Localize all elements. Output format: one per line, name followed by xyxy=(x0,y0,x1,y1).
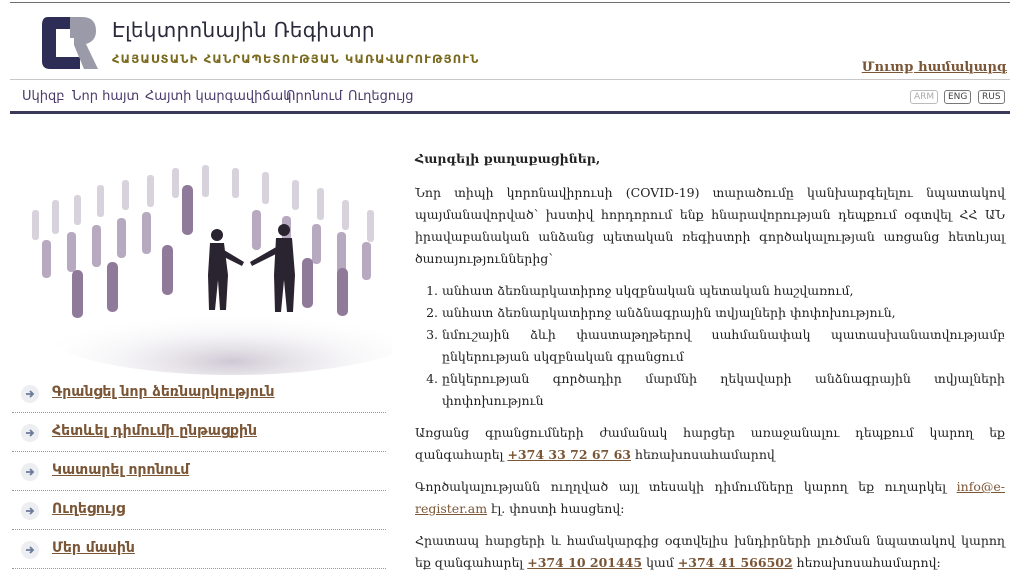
nav-new-application[interactable]: Նոր հայտ xyxy=(72,89,140,104)
sidebar-item-about[interactable] xyxy=(12,530,386,569)
header xyxy=(0,0,1021,82)
nav-application-status[interactable]: Հայտի կարգավիճակ xyxy=(145,89,292,104)
sidebar-menu xyxy=(12,374,386,569)
site-subtitle: ՀԱՅԱՍՏԱՆԻ ՀԱՆՐԱՊԵՏՈՒԹՅԱՆ ԿԱՌԱՎԱՐՈՒԹՅՈՒՆ xyxy=(112,52,480,66)
phone-paragraph xyxy=(415,422,1005,466)
announcement xyxy=(415,148,1005,575)
email-link[interactable]: info@e-register.am xyxy=(415,479,1005,516)
list-item: 1. անհատ ձեռնարկատիրոջ սկզբնական պետական հաշվառում, xyxy=(442,280,1005,302)
nav-guide[interactable]: Ուղեցույց xyxy=(348,89,414,104)
business-people-illustration xyxy=(12,140,392,375)
nav-divider xyxy=(10,111,1010,114)
arrow-right-icon xyxy=(20,540,40,560)
lang-rus[interactable]: RUS xyxy=(978,90,1005,104)
lang-eng[interactable]: ENG xyxy=(944,90,971,104)
email-text-after: էլ. փոստի հասցեով: xyxy=(491,501,625,516)
arrow-right-icon xyxy=(20,462,40,482)
main-nav xyxy=(0,84,1021,110)
tech-phone-link-1[interactable]: +374 10 201445 xyxy=(527,555,643,570)
services-list xyxy=(442,280,1005,412)
arrow-right-icon xyxy=(20,423,40,443)
list-item: 2. անհատ ձեռնարկատիրոջ անձնագրային տվյալների փոփոխություն, xyxy=(442,302,1005,324)
sidebar-item-label: Կատարել որոնում xyxy=(52,462,190,478)
arrow-right-icon xyxy=(20,501,40,521)
sidebar-item-label: Հետևել դիմումի ընթացքին xyxy=(52,423,257,439)
sidebar-item-register-company[interactable] xyxy=(12,374,386,413)
sidebar-item-label: Ուղեցույց xyxy=(52,501,125,517)
email-paragraph xyxy=(415,476,1005,520)
nav-home[interactable]: Սկիզբ xyxy=(22,89,65,104)
intro-paragraph: Նոր տիպի կորոնավիրուսի (COVID-19) տարածումը կանխարգելելու նպատակով պայմանավորված՝ խստիվ հորդորում ենք հնարավորության դեպքում օգտվել ՀՀ ԱՆ իրավաբանական անձանց պետական ռեգիստրի գործակալության առցանց հետևյալ ծառայություններից՝ xyxy=(415,185,1005,266)
tech-text-before: Հրատապ հարցերի և համակարգից օգտվելիս խնդիրների լուծման նպատակով կարող եք զանգահարել xyxy=(415,533,1005,570)
list-item: 4. ընկերության գործադիր մարմնի ղեկավարի անձնագրային տվյալների փոփոխություն xyxy=(442,368,1005,412)
login-link[interactable]: Մուտք համակարգ xyxy=(861,60,1007,75)
list-item: 3. նմուշային ձևի փաստաթղթերով սահմանափակ պատասխանատվությամբ ընկերության սկզբնական գրանցում xyxy=(442,324,1005,368)
sidebar-item-search[interactable] xyxy=(12,452,386,491)
nav-search[interactable]: Որոնում xyxy=(286,89,343,104)
header-divider xyxy=(10,79,1010,80)
phone-text-after: հեռախոսահամարով xyxy=(635,447,775,462)
lang-arm[interactable]: ARM xyxy=(910,90,938,104)
email-text-before: Գործակալությանն ուղղված այլ տեսակի դիմումները կարող եք ուղարկել xyxy=(415,479,947,494)
greeting: Հարգելի քաղաքացիներ, xyxy=(415,151,601,166)
sidebar-item-track-application[interactable] xyxy=(12,413,386,452)
tech-text-or: կամ xyxy=(646,555,674,570)
site-title: Էլեկտրոնային Ռեգիստր xyxy=(112,18,375,42)
er-logo[interactable] xyxy=(40,11,98,75)
sidebar-item-guide[interactable] xyxy=(12,491,386,530)
phone-link[interactable]: +374 33 72 67 63 xyxy=(507,447,632,462)
sidebar-item-label: Գրանցել նոր ձեռնարկություն xyxy=(52,384,275,400)
tech-text-after: հեռախոսահամարով: xyxy=(796,555,941,570)
sidebar-item-label: Մեր մասին xyxy=(52,540,135,556)
arrow-right-icon xyxy=(20,384,40,404)
phone-text-before: Առցանց գրանցումների ժամանակ հարցեր առաջանալու դեպքում կարող եք զանգահարել xyxy=(415,425,1005,462)
tech-support-paragraph xyxy=(415,530,1005,574)
tech-phone-link-2[interactable]: +374 41 566502 xyxy=(677,555,793,570)
